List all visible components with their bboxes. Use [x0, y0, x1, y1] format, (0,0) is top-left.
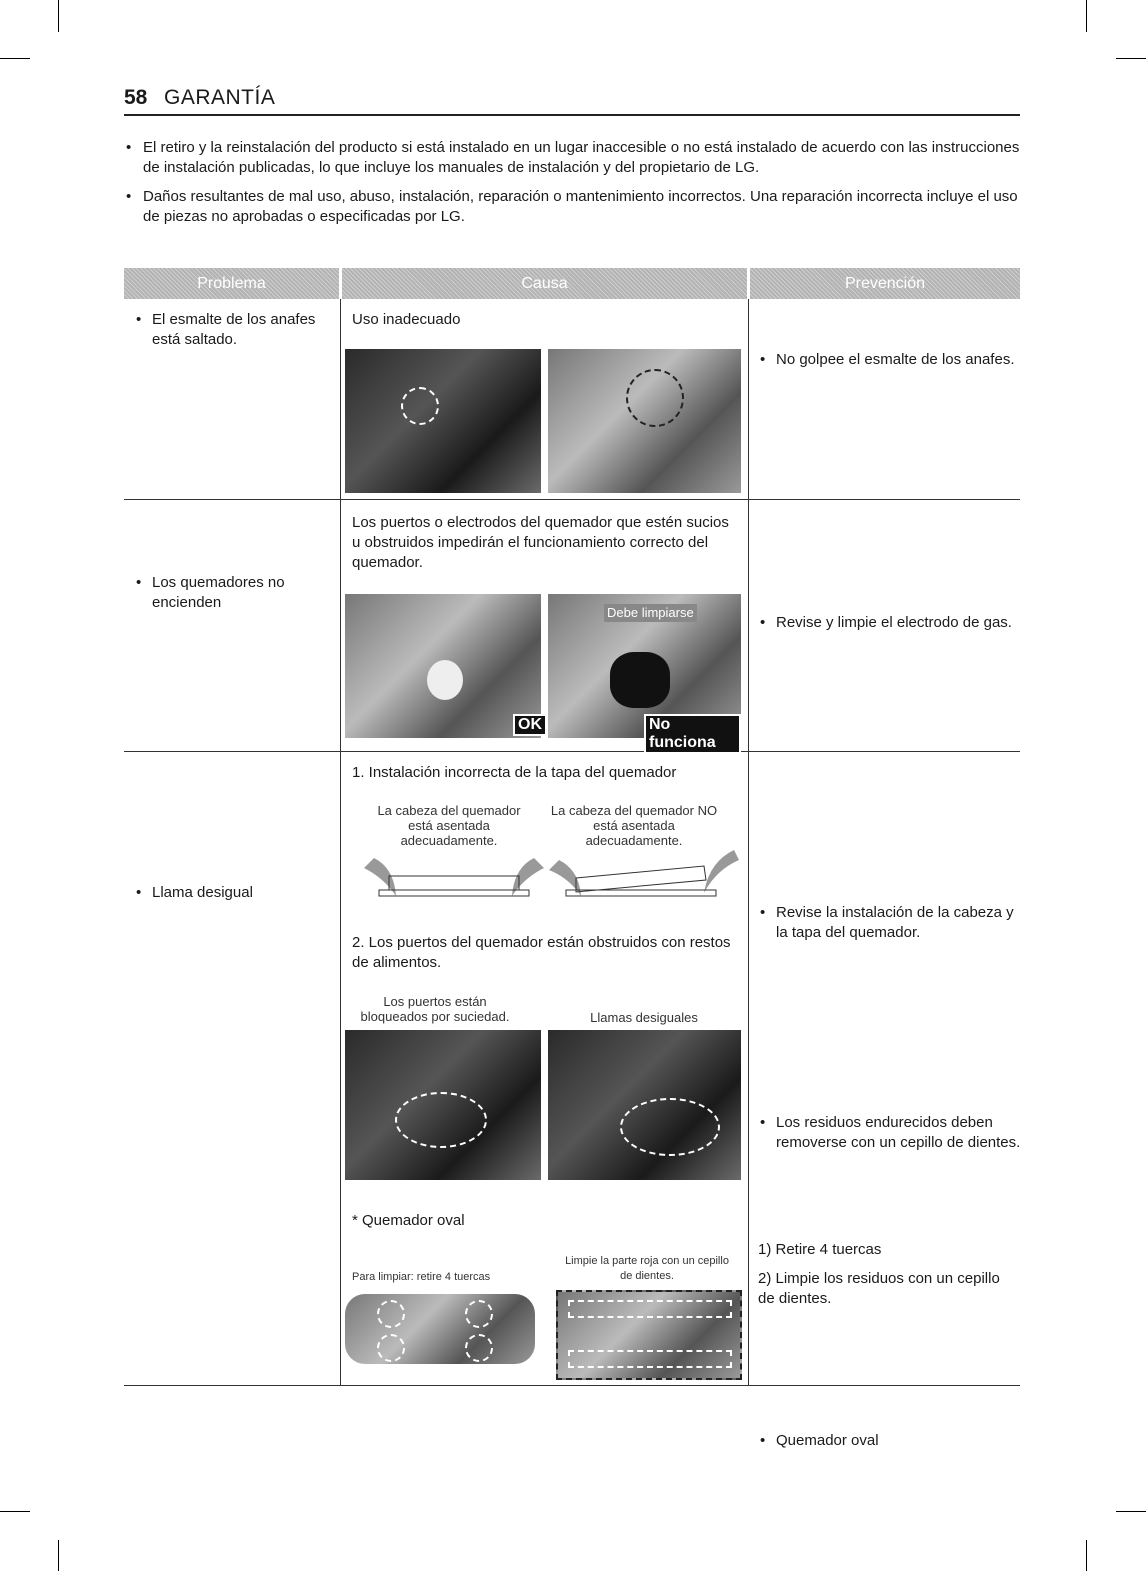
dirty-electrode-icon	[610, 652, 670, 708]
page-header	[124, 86, 1020, 116]
prevention-text: • No golpee el esmalte de los anafes.	[758, 350, 1016, 370]
crop-mark	[1086, 1540, 1087, 1571]
row-divider	[124, 1385, 1020, 1386]
electrode-icon	[427, 660, 463, 700]
diagram-caption: Llamas desiguales	[590, 1010, 698, 1025]
row-divider	[124, 499, 1020, 500]
crop-mark	[0, 58, 30, 59]
column-divider	[340, 299, 341, 1386]
cause-text: 1. Instalación incorrecta de la tapa del quemador	[352, 764, 677, 781]
row-divider	[124, 751, 1020, 752]
page-title: GARANTÍA	[164, 86, 276, 109]
clean-area	[568, 1350, 732, 1368]
cause-text: Uso inadecuado	[352, 311, 461, 328]
nut-circle	[465, 1300, 493, 1328]
diagram-caption: Para limpiar: retire 4 tuercas	[352, 1271, 491, 1283]
ok-tag: OK	[513, 714, 547, 736]
intro-item: • El retiro y la reinstalación del producto si está instalado en un lugar inaccesible o no está instalado de acuerdo con las instrucciones de instalación publicadas, lo que incluye los manuales de instalación y del propietario de LG.	[124, 138, 1020, 178]
problem-text: • El esmalte de los anafes está saltado.	[134, 310, 342, 350]
enamel-photo	[345, 349, 541, 493]
cause-text: Los puertos o electrodos del quemador que estén sucios u obstruidos impedirán el funcionamiento correcto del quemador.	[352, 514, 729, 571]
oval-burner-photo	[345, 1294, 535, 1364]
intro-list	[124, 138, 1020, 236]
burner-photo	[345, 594, 541, 738]
crop-mark	[1086, 0, 1087, 32]
diagram-caption: Los puertos están bloqueados por suciedad.	[360, 994, 510, 1024]
enamel-photo	[548, 349, 741, 493]
highlight-circle	[626, 369, 684, 427]
fail-tag: No funciona	[644, 714, 741, 754]
page-number: 58	[124, 86, 148, 109]
crop-mark	[1116, 58, 1146, 59]
problem-text: • Llama desigual	[134, 883, 342, 903]
prevention-step: 2) Limpie los residuos con un cepillo de dientes.	[758, 1270, 1000, 1307]
uneven-flames-photo	[548, 1030, 741, 1180]
cause-text: 2. Los puertos del quemador están obstruidos con restos de alimentos.	[352, 934, 731, 971]
crop-mark	[58, 0, 59, 32]
nut-circle	[377, 1334, 405, 1362]
crop-mark	[0, 1511, 30, 1512]
highlight-circle	[620, 1098, 720, 1156]
cause-text: * Quemador oval	[352, 1212, 465, 1229]
clean-area	[568, 1300, 732, 1318]
column-header-problem: Problema	[124, 268, 339, 299]
warranty-table	[124, 268, 1021, 1449]
blocked-ports-photo	[345, 1030, 541, 1180]
prevention-text: • Revise y limpie el electrodo de gas.	[758, 613, 1026, 633]
column-header-prevention: Prevención	[750, 268, 1020, 299]
diagram-caption: La cabeza del quemador está asentada adecuadamente.	[377, 803, 521, 848]
problem-text: • Los quemadores no encienden	[134, 573, 342, 613]
prevention-text: • Quemador oval	[758, 1431, 1026, 1451]
nut-circle	[465, 1334, 493, 1362]
column-header-cause: Causa	[342, 268, 747, 299]
prevention-text: • Los residuos endurecidos deben removerse con un cepillo de dientes.	[758, 1113, 1026, 1153]
oval-burner-photo	[556, 1290, 742, 1380]
prevention-text: • Revise la instalación de la cabeza y la tapa del quemador.	[758, 903, 1026, 943]
highlight-circle	[395, 1092, 487, 1148]
intro-item: • Daños resultantes de mal uso, abuso, instalación, reparación o mantenimiento incorrectos. Una reparación incorrecta incluye el uso de piezas no aprobadas o especificadas por LG.	[124, 187, 1020, 227]
burner-cap-diagram	[354, 848, 744, 908]
burner-photo	[548, 594, 741, 751]
diagram-caption: La cabeza del quemador NO está asentada adecuadamente.	[550, 803, 718, 848]
crop-mark	[58, 1540, 59, 1571]
diagram-caption: Limpie la parte roja con un cepillo de dientes.	[565, 1255, 729, 1282]
nut-circle	[377, 1300, 405, 1328]
prevention-step: 1) Retire 4 tuercas	[758, 1241, 882, 1258]
highlight-circle	[401, 387, 439, 425]
column-divider	[748, 299, 749, 1386]
crop-mark	[1116, 1511, 1146, 1512]
clean-tag: Debe limpiarse	[604, 604, 697, 622]
